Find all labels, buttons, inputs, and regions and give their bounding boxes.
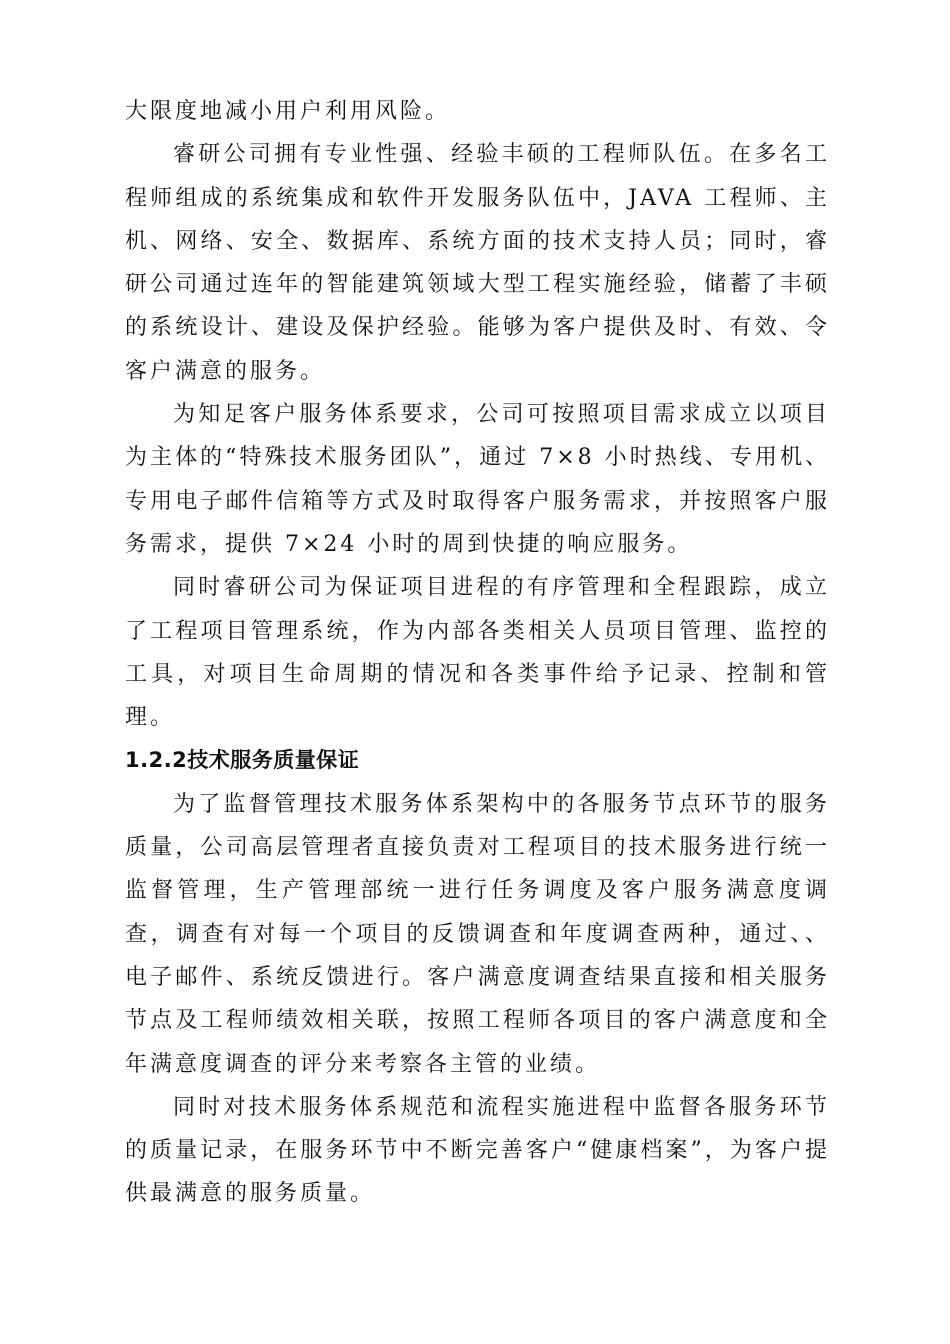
paragraph: 同时睿研公司为保证项目进程的有序管理和全程跟踪，成立了工程项目管理系统，作为内部各类相关人员项目管理、监控的工具，对项目生命周期的情况和各类事件给予记录、控制和管理。 <box>125 575 830 731</box>
paragraph: 大限度地减小用户利用风险。 <box>125 99 451 124</box>
paragraph: 睿研公司拥有专业性强、经验丰硕的工程师队伍。在多名工程师组成的系统集成和软件开发服务队伍中，JAVA 工程师、主机、网络、安全、数据库、系统方面的技术支持人员；同时，睿研公司通过连年的智能建筑领域大型工程实施经验，储蓄了丰硕的系统设计、建设及保护经验。能够为客户提供及时、有效、令客户满意的服务。 <box>125 142 830 384</box>
section-heading: 1.2.2技术服务质量保证 <box>125 748 360 773</box>
paragraph: 为了监督管理技术服务体系架构中的各服务节点环节的服务质量，公司高层管理者直接负责对工程项目的技术服务进行统一监督管理，生产管理部统一进行任务调度及客户服务满意度调查，调查有对每一个项目的反馈调查和年度调查两种，通过、、电子邮件、系统反馈进行。客户满意度调查结果直接和相关服务节点及工程师绩效相关联，按照工程师各项目的客户满意度和全年满意度调查的评分来考察各主管的业绩。 <box>125 791 830 1077</box>
paragraph: 同时对技术服务体系规范和流程实施进程中监督各服务环节的质量记录，在服务环节中不断完善客户“健康档案”，为客户提供最满意的服务质量。 <box>125 1094 830 1207</box>
paragraph: 为知足客户服务体系要求，公司可按照项目需求成立以项目为主体的“特殊技术服务团队”，通过 7×8 小时热线、专用机、专用电子邮件信箱等方式及时取得客户服务需求，并按照客户服务需求，提供 7×24 小时的周到快捷的响应服务。 <box>125 402 830 557</box>
